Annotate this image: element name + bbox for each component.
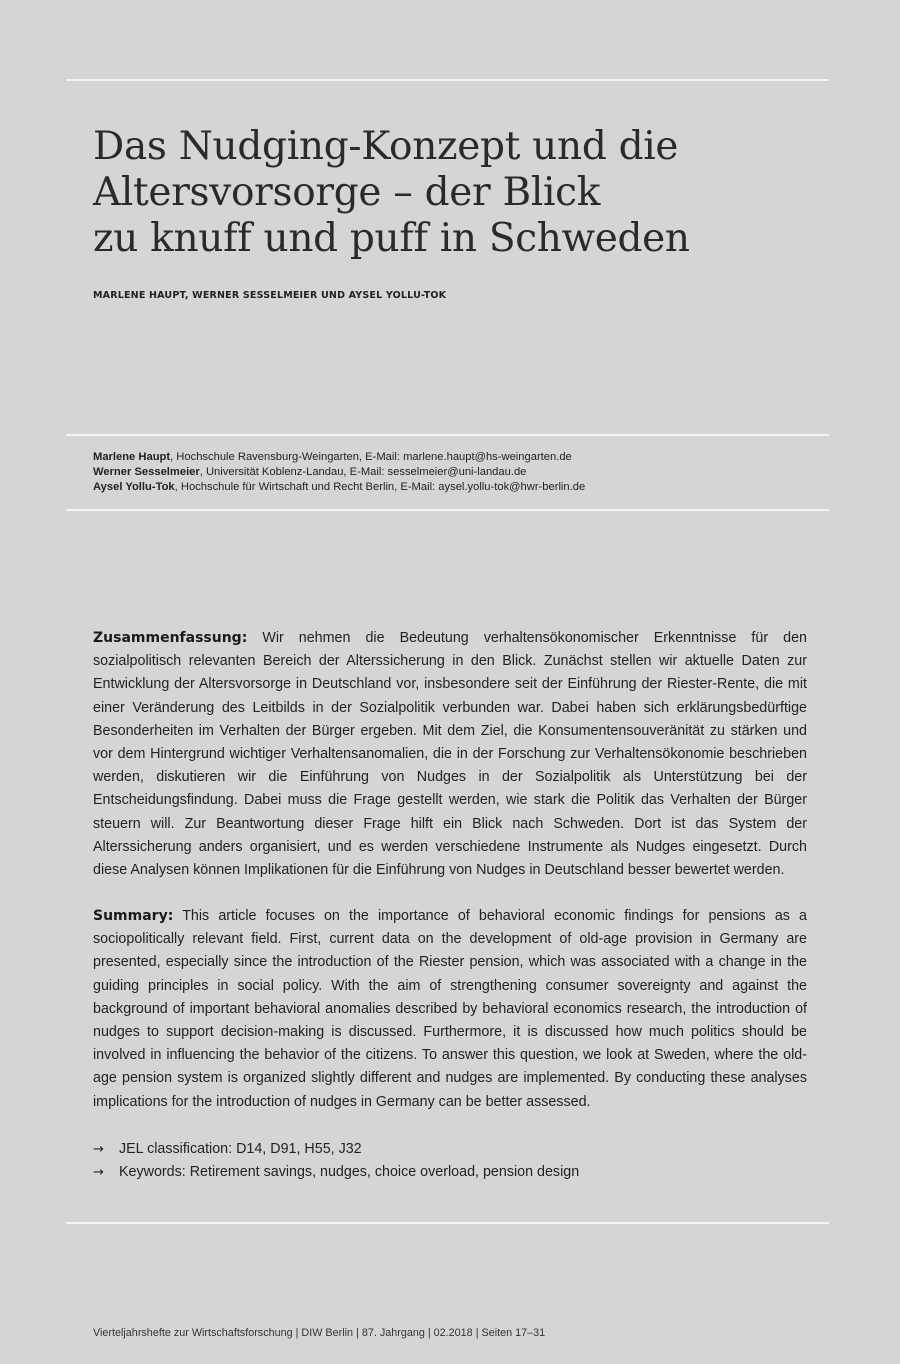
affiliation-detail: , Universität Koblenz-Landau, E-Mail: sesselmeier@uni-landau.de: [199, 466, 527, 478]
arrow-right-icon: →: [93, 1165, 104, 1181]
journal-footer: Vierteljahrshefte zur Wirtschaftsforschung | DIW Berlin | 87. Jahrgang | 02.2018 | Seiten 17–31: [93, 1327, 546, 1339]
affiliation-name: Aysel Yollu-Tok: [93, 481, 175, 493]
jel-classification: [93, 1138, 579, 1161]
affiliation-name: Werner Sesselmeier: [93, 466, 200, 478]
title-line-3: zu knuff und puff in Schweden: [93, 216, 690, 261]
affiliation-name: Marlene Haupt: [93, 451, 171, 463]
abstract-english-text: This article focuses on the importance of behavioral economic findings for pensions as a sociopolitically relevant field. First, current data on the development of old-age provision in Germany are presented, especially since the introduction of the Riester pension, which was associated with a change in the guiding principles in social policy. With the aim of strengthening consumer sovereignty and against the background of important behavioral anomalies described by behavioral economics research, the introduction of nudges to support decision-making is discussed. Furthermore, it is discussed how much politics should be involved in influencing the behavior of the citizens. To answer this question, we look at Sweden, where the old-age pension system is organized slightly different and nudges are implemented. By conducting these analyses implications for the introduction of nudges in Germany can be better assessed.: [93, 908, 807, 1110]
affiliation-detail: , Hochschule für Wirtschaft und Recht Berlin, E-Mail: aysel.yollu-tok@hwr-berlin.de: [174, 481, 586, 493]
abstract-german-text: Wir nehmen die Bedeutung verhaltensökonomischer Erkenntnisse für den sozialpolitisch relevanten Bereich der Alterssicherung in den Blick. Zunächst stellen wir aktuelle Daten zur Entwicklung der Altersvorsorge in Deutschland vor, insbesondere seit der Einführung der Riester-Rente, die mit einer Veränderung des Leitbilds in der Sozialpolitik verbunden war. Dabei haben sich erklärungsbedürftige Besonderheiten im Verhalten der Bürger ergeben. Mit dem Ziel, die Konsumentensouveränität zu stärken und vor dem Hintergrund wichtiger Verhaltensanomalien, die in der Forschung zur Verhaltensökonomie beschrieben werden, diskutieren wir die Einführung von Nudges in der Sozialpolitik als Unterstützung bei der Entscheidungsfindung. Dabei muss die Frage gestellt werden, wie stark die Politik das Verhalten der Bürger steuern will. Zur Beantwortung dieser Frage hilft ein Blick nach Schweden. Dort ist das System der Alterssicherung anders organisiert, und es werden verschiedene Instrumente als Nudges eingesetzt. Durch diese Analysen können Implikationen für die Einführung von Nudges in Deutschland besser bewertet werden.: [93, 630, 807, 879]
classification-block: [93, 1138, 579, 1184]
jel-text: JEL classification: D14, D91, H55, J32: [119, 1141, 362, 1157]
affiliation-top-rule: [66, 434, 829, 436]
keywords-text: Keywords: Retirement savings, nudges, choice overload, pension design: [119, 1164, 580, 1181]
affiliation-bottom-rule: [66, 509, 829, 511]
abstract-german: [93, 627, 807, 882]
abstract-english-label: Summary:: [93, 908, 174, 924]
author-line: MARLENE HAUPT, WERNER SESSELMEIER UND AYSEL YOLLU-TOK: [93, 290, 447, 301]
affiliations: [93, 450, 585, 495]
article-title: [93, 124, 813, 262]
affiliation-yollu-tok: [93, 480, 585, 495]
affiliation-haupt: [93, 450, 585, 465]
top-rule: [66, 79, 829, 81]
abstract-german-label: Zusammenfassung:: [93, 630, 248, 646]
affiliation-detail: , Hochschule Ravensburg-Weingarten, E-Mail: marlene.haupt@hs-weingarten.de: [170, 451, 572, 463]
keywords: [93, 1161, 579, 1184]
affiliation-sesselmeier: [93, 465, 585, 480]
title-line-2: Altersvorsorge – der Blick: [93, 170, 601, 215]
bottom-rule: [66, 1222, 829, 1224]
title-line-1: Das Nudging-Konzept und die: [93, 124, 679, 169]
abstract-english: [93, 905, 807, 1114]
arrow-right-icon: →: [93, 1142, 104, 1157]
